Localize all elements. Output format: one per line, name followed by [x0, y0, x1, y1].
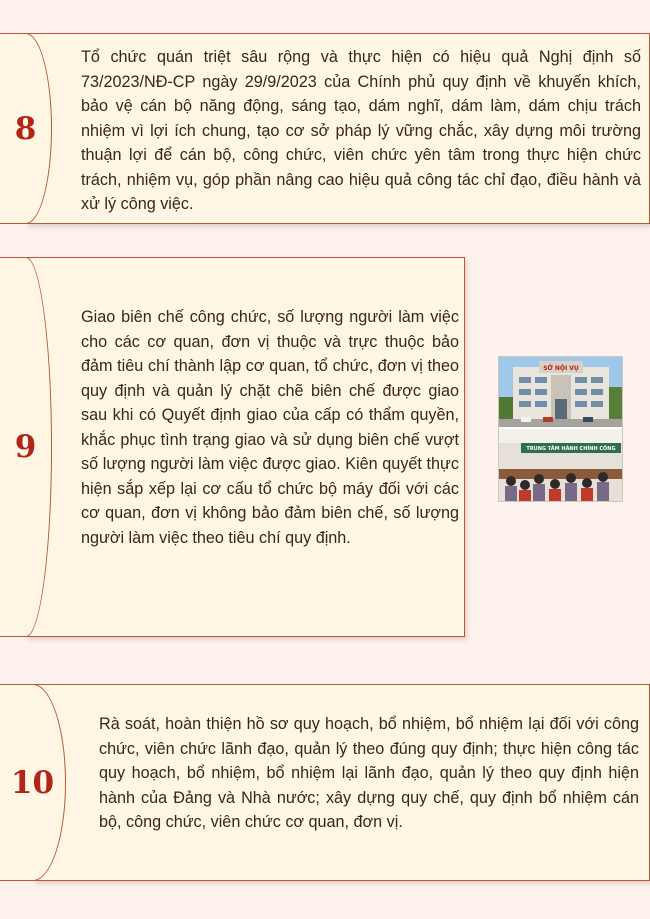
- building-sign: SỞ NỘI VỤ: [543, 365, 579, 372]
- item-10-card: [34, 684, 650, 881]
- item-8-card: [26, 33, 650, 224]
- item-9-text: Giao biên chế công chức, số lượng người làm việc cho các cơ quan, đơn vị thuộc và trực thuộc bảo đảm tiêu chí thành lập cơ quan, tổ chức, đơn vị theo quy định và quản lý chặt chẽ biên chế được giao sau khi có Quyết định giao của cấp có thẩm quyền, khắc phục tình trạng giao và sử dụng biên chế vượt số lượng người làm việc được giao. Kiên quyết thực hiện sắp xếp lại cơ cấu tổ chức bộ máy đối với các cơ quan, đơn vị không bảo đảm biên chế, số lượng người làm việc theo tiêu chí quy định.: [81, 308, 459, 547]
- item-10-text: Rà soát, hoàn thiện hồ sơ quy hoạch, bổ nhiệm, bổ nhiệm lại đối với công chức, viên chức lãnh đạo, quản lý theo đúng quy định; thực hiện công tác quy hoạch, bổ nhiệm, bổ nhiệm lại lãnh đạo, quản lý theo quy định hiện hành của Đảng và Nhà nước; xây dựng quy chế, quy định bổ nhiệm cán bộ, công chức, viên chức cơ quan, đơn vị.: [99, 715, 639, 831]
- item-10-badge: [0, 684, 66, 881]
- item-9-card: [26, 257, 465, 637]
- item-8-number: 8: [14, 110, 37, 147]
- office-photo-image: [499, 357, 622, 501]
- item-10-number: 10: [10, 764, 55, 801]
- item-9-badge: [0, 257, 52, 637]
- office-photo: [498, 356, 623, 502]
- item-9-number: 9: [14, 429, 37, 465]
- item-8-text: Tổ chức quán triệt sâu rộng và thực hiện có hiệu quả Nghị định số 73/2023/NĐ-CP ngày 29/9/2023 của Chính phủ quy định về khuyến khích, bảo vệ cán bộ năng động, sáng tạo, dám nghĩ, dám làm, dám chịu trách nhiệm vì lợi ích chung, tạo cơ sở pháp lý vững chắc, xây dựng môi trường thuận lợi để cán bộ, công chức, viên chức yên tâm trong thực hiện chức trách, nhiệm vụ, góp phần nâng cao hiệu quả công tác chỉ đạo, điều hành và xử lý công việc.: [81, 48, 641, 213]
- hall-sign: TRUNG TÂM HÀNH CHÍNH CÔNG: [526, 446, 616, 452]
- item-8-badge: [0, 33, 52, 224]
